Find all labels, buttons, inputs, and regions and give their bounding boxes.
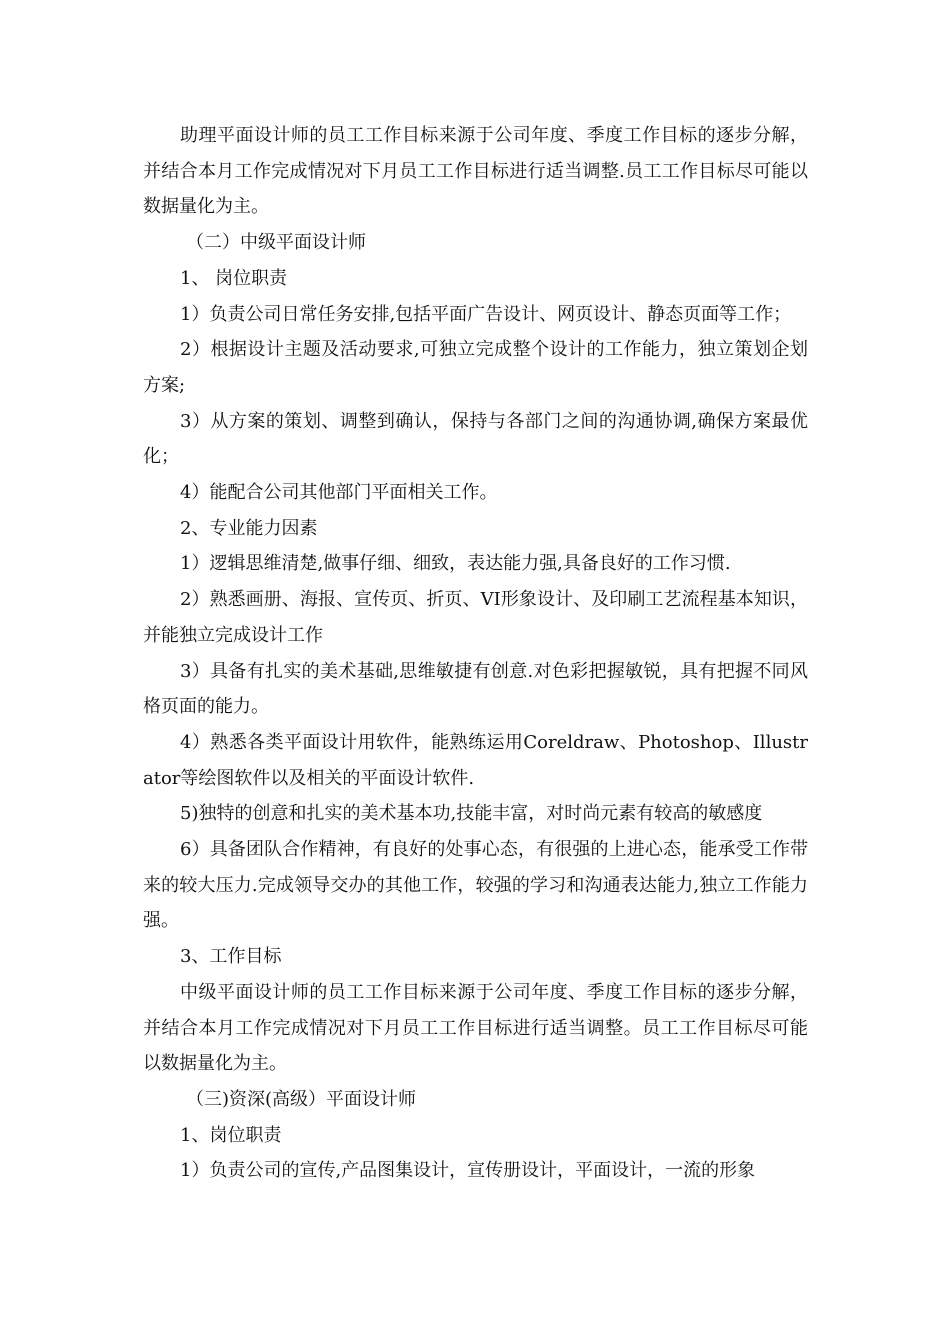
duty-item-2: 2）根据设计主题及活动要求,可独立完成整个设计的工作能力，独立策划企划方案; bbox=[143, 339, 808, 396]
heading-skills: 2、专业能力因素 bbox=[180, 517, 318, 539]
skill-item-3: 3）具备有扎实的美术基础,思维敏捷有创意.对色彩把握敏锐，具有把握不同风格页面的能力。 bbox=[143, 660, 808, 718]
heading-work-goal: 3、工作目标 bbox=[180, 946, 282, 968]
document-body bbox=[143, 118, 808, 1189]
skill-item-6: 6）具备团队合作精神，有良好的处事心态，有很强的上进心态，能承受工作带来的较大压力.完成领导交办的其他工作，较强的学习和沟通表达能力,独立工作能力强。 bbox=[143, 839, 808, 932]
heading-senior-designer: （三)资深(高级）平面设计师 bbox=[186, 1088, 417, 1110]
duty-item-3: 3）从方案的策划、调整到确认，保持与各部门之间的沟通协调,确保方案最优化； bbox=[143, 410, 808, 468]
duty-item-1: 1）负责公司日常任务安排,包括平面广告设计、网页设计、静态页面等工作； bbox=[180, 303, 792, 325]
skill-item-4: 4）熟悉各类平面设计用软件，能熟练运用Coreldraw、Photoshop、Illustrator等绘图软件以及相关的平面设计软件. bbox=[143, 731, 808, 789]
duty-item-4: 4）能配合公司其他部门平面相关工作。 bbox=[180, 482, 498, 504]
heading-senior-duties: 1、岗位职责 bbox=[180, 1124, 282, 1146]
skill-item-1: 1）逻辑思维清楚,做事仔细、细致，表达能力强,具备良好的工作习惯. bbox=[180, 553, 731, 575]
heading-duties: 1、 岗位职责 bbox=[180, 267, 288, 289]
heading-mid-level-designer: （二）中级平面设计师 bbox=[186, 232, 366, 254]
paragraph-assistant-goal: 助理平面设计师的员工工作目标来源于公司年度、季度工作目标的逐步分解，并结合本月工作完成情况对下月员工工作目标进行适当调整.员工工作目标尽可能以数据量化为主。 bbox=[143, 125, 808, 218]
paragraph-mid-level-goal: 中级平面设计师的员工工作目标来源于公司年度、季度工作目标的逐步分解，并结合本月工作完成情况对下月员工工作目标进行适当调整。员工工作目标尽可能以数据量化为主。 bbox=[143, 981, 808, 1075]
senior-duty-item-1: 1）负责公司的宣传,产品图集设计，宣传册设计，平面设计，一流的形象 bbox=[180, 1160, 756, 1182]
skill-item-2: 2）熟悉画册、海报、宣传页、折页、VI形象设计、及印刷工艺流程基本知识，并能独立完成设计工作 bbox=[143, 589, 808, 646]
skill-item-5: 5)独特的创意和扎实的美术基本功,技能丰富，对时尚元素有较高的敏感度 bbox=[180, 803, 763, 825]
